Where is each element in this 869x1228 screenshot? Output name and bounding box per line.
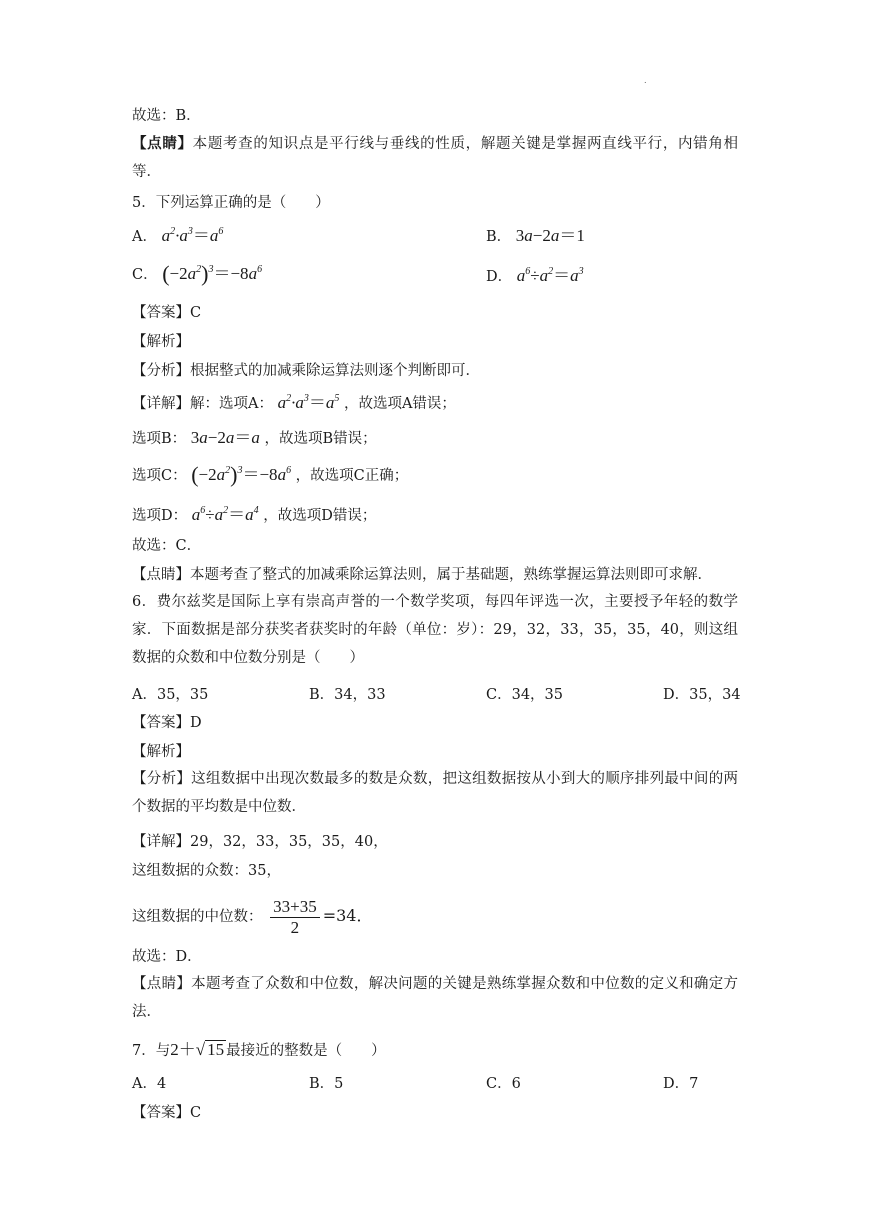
q7-option-a-text: 4 [156,1076,167,1092]
q5-detail-a-prefix: 解：选项A： [190,396,273,412]
q5-option-b-label: B． [486,229,512,245]
q5-stem: 5．下列运算正确的是（ ） [132,195,330,211]
q5-detail-c-math: $(-2a^2)^3=-8a^6$ [191,462,292,487]
q5-detail-a-math: $a^2\cdot a^3=a^5$ [277,393,340,412]
q5-option-d [486,266,584,287]
q5-comment [132,565,712,585]
q5-detail-b-suffix: ，故选项B错误； [264,431,377,447]
q6-median-prefix: 这组数据的中位数： [132,909,263,925]
q6-option-c-text: 34，35 [511,687,564,703]
q5-analysis-label: 【解析】 [132,334,190,350]
q6-option-c [486,685,563,705]
q6-median-denominator: 2 [290,917,300,937]
q6-median-numerator: 33+35 [270,897,320,918]
q7-stem [132,1040,386,1061]
q5-option-a [132,226,223,247]
q7-option-c-text: 6 [511,1076,521,1092]
q7-option-b-label: B． [309,1076,335,1092]
q5-option-c-math: $(-2a^2)^3=-8a^6$ [162,261,263,286]
top-mark: . [644,76,647,85]
q7-stem-math: 2＋√ 15 [170,1040,225,1059]
q5-answer [132,303,201,323]
q5-option-c-label: C． [132,267,158,283]
q6-median-result: =34． [322,906,373,925]
q6-option-a-label: A． [132,687,157,703]
q5-answer-value: C [190,305,202,321]
q6-comment-label: 【点睛】 [132,976,192,992]
q7-answer [132,1103,201,1123]
q6-stem: 6．费尔兹奖是国际上享有崇高声誉的一个数学奖项，每四年评选一次，主要授予年轻的数学家．下面数据是部分获奖者获奖时的年龄（单位：岁）：29，32，33，35，35，40，则这组数据的众数和中位数分别是（ ） [132,594,738,666]
q5-detail-a [132,393,456,414]
q7-option-d-label: D． [663,1076,690,1092]
q7-option-a [132,1074,166,1094]
q7-answer-value: C [190,1105,202,1121]
q5-option-b-math: 3a−2a＝1 [515,226,585,245]
q5-detail-d [132,505,376,526]
q5-option-a-label: A． [132,229,157,245]
q5-answer-label: 【答案】 [132,305,190,321]
q5-fenxi-text: 根据整式的加减乘除运算法则逐个判断即可． [190,363,480,379]
q5-detail-label: 【详解】 [132,396,190,412]
q6-comment [132,970,738,1026]
q6-fenxi [132,765,738,821]
q6-option-d-label: D． [663,687,690,703]
q5-option-d-label: D． [486,269,513,285]
q6-choice: 故选：D． [132,949,202,965]
q6-answer-value: D [190,715,202,731]
q5-detail-b-prefix: 选项B： [132,431,187,447]
q7-option-d-text: 7 [689,1076,699,1092]
q6-answer [132,713,202,733]
q6-option-a [132,685,208,705]
q5-detail-c [132,462,409,487]
q6-fenxi-text: 这组数据中出现次数最多的数是众数，把这组数据按从小到大的顺序排列最中间的两个数据的平均数是中位数． [132,771,739,815]
q5-fenxi-label: 【分析】 [132,363,190,379]
q7-option-c-label: C． [486,1076,512,1092]
q4-comment-text: 本题考查的知识点是平行线与垂线的性质，解题关键是掌握两直线平行，内错角相等． [132,136,739,180]
q6-analysis-label: 【解析】 [132,744,190,760]
q6-median-fraction [270,897,320,938]
q5-option-c [132,261,263,286]
q6-fenxi-label: 【分析】 [132,771,192,787]
q6-option-c-label: C． [486,687,512,703]
q4-comment-label: 【点睛】 [132,135,193,152]
q6-option-b [309,685,386,705]
q6-detail [132,832,388,852]
q7-option-d [663,1074,698,1094]
q5-detail-c-prefix: 选项C： [132,468,187,484]
q5-detail-b-math: 3a−2a＝a [190,428,260,447]
q5-detail-d-prefix: 选项D： [132,508,188,524]
q5-option-b [486,226,585,247]
q4-comment [132,130,738,186]
q6-option-a-text: 35，35 [156,687,209,703]
q6-mode-line: 这组数据的众数：35， [132,863,281,879]
q5-fenxi [132,361,480,381]
q6-option-d-text: 35，34 [689,687,741,703]
q5-choice: 故选：C． [132,538,202,554]
q6-median-line [132,893,372,940]
q5-detail-b [132,428,377,449]
q6-option-b-text: 34，33 [334,687,386,703]
q6-answer-label: 【答案】 [132,715,190,731]
q6-option-b-label: B． [309,687,335,703]
q5-option-d-math: $a^6\div a^2=a^3$ [516,266,584,285]
q7-answer-label: 【答案】 [132,1105,190,1121]
q7-option-b [309,1074,343,1094]
q6-comment-text: 本题考查了众数和中位数，解决问题的关键是熟练掌握众数和中位数的定义和确定方法． [132,976,739,1020]
q5-comment-label: 【点睛】 [132,567,190,583]
q6-detail-data: 29，32，33，35，35，40， [190,834,388,850]
q5-detail-d-suffix: ，故选项D错误； [263,508,377,524]
q6-detail-label: 【详解】 [132,834,190,850]
q5-detail-d-math: $a^6\div a^2=a^4$ [191,505,259,524]
q5-detail-a-suffix: ，故选项A错误； [343,396,456,412]
q4-choice: 故选：B． [132,108,201,124]
q7-stem-prefix: 7．与 [132,1043,171,1059]
q5-comment-text: 本题考查了整式的加减乘除运算法则，属于基础题，熟练掌握运算法则即可求解． [190,567,712,583]
q7-option-b-text: 5 [334,1076,344,1092]
q7-stem-suffix: 最接近的整数是（ ） [226,1043,386,1059]
q7-option-c [486,1074,521,1094]
q5-detail-c-suffix: ，故选项C正确； [295,468,409,484]
q7-option-a-label: A． [132,1076,157,1092]
q5-option-a-math: $a^2\cdot a^3=a^6$ [161,226,224,245]
q6-option-d [663,685,741,705]
